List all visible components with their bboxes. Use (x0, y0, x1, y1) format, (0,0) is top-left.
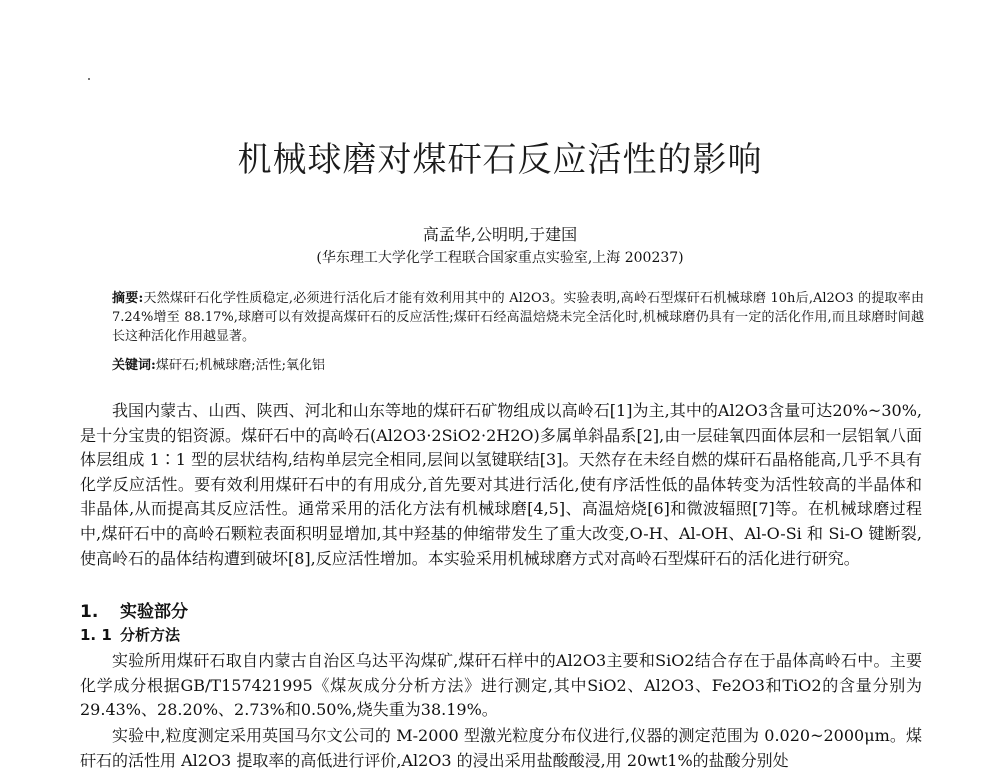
section-1-1-title: 分析方法 (120, 626, 181, 644)
section-1-1-number: 1. 1 (80, 626, 112, 644)
paper-affiliation: (华东理工大学化学工程联合国家重点实验室,上海 200237) (316, 250, 684, 266)
method-paragraph: 实验所用煤矸石取自内蒙古自治区乌达平沟煤矿,煤矸石样中的Al2O3主要和SiO2结合存在于晶体高岭石中。主要化学成分根据GB/T157421995《煤灰成分分析方法》进行测定,其中SiO2、Al2O3、Fe2O3和TiO2的含量分别为29.43%、28.20%、2.73%和0.50%,烧失重为38.19%。 (80, 651, 922, 720)
section-1-title: 实验部分 (120, 602, 188, 622)
section-1-1-heading (80, 624, 180, 645)
abstract-label: 摘要: (112, 291, 144, 306)
abstract (112, 289, 924, 346)
intro-paragraph: 我国内蒙古、山西、陕西、河北和山东等地的煤矸石矿物组成以高岭石[1]为主,其中的Al2O3含量可达20%~30%,是十分宝贵的铝资源。煤矸石中的高岭石(Al2O3·2SiO2·2H2O)多属单斜晶系[2],由一层硅氧四面体层和一层铝氧八面体层组成 1∶1 型的层状结构,结构单层完全相同,层间以氢键联结[3]。天然存在未经自燃的煤矸石晶格能高,几乎不具有化学反应活性。要有效利用煤矸石中的有用成分,首先要对其进行活化,使有序活性低的晶体转变为活性较高的半晶体和非晶体,从而提高其反应活性。通常采用的活化方法有机械球磨[4,5]、高温焙烧[6]和微波辐照[7]等。在机械球磨过程中,煤矸石中的高岭石颗粒表面积明显增加,其中羟基的伸缩带发生了重大改变,O-H、Al-OH、Al-O-Si 和 Si-O 键断裂,使高岭石的晶体结构遭到破坏[8],反应活性增加。本实验采用机械球磨方式对高岭石型煤矸石的活化进行研究。 (80, 401, 922, 568)
paper-title: 机械球磨对煤矸石反应活性的影响 (237, 140, 763, 180)
section-1-heading (80, 597, 188, 622)
abstract-text: 天然煤矸石化学性质稳定,必须进行活化后才能有效利用其中的 Al2O3。实验表明,高岭石型煤矸石机械球磨 10h后,Al2O3 的提取率由 7.24%增至 88.17%,球磨可以有效提高煤矸石的反应活性;煤矸石经高温焙烧未完全活化时,机械球磨仍具有一定的活化作用,而且球磨时间越长这种活化作用越显著。 (112, 291, 924, 344)
section-1-number: 1. (80, 602, 99, 622)
keywords (112, 356, 924, 375)
keywords-text: 煤矸石;机械球磨;活性;氧化铝 (155, 358, 325, 373)
paper-authors: 高孟华,公明明,于建国 (422, 225, 578, 244)
keywords-label: 关键词: (112, 358, 156, 373)
scan-speck (88, 78, 90, 80)
cut-off-paragraph: 实验中,粒度测定采用英国马尔文公司的 M-2000 型激光粒度分布仪进行,仪器的测定范围为 0.020~2000μm。煤矸石的活性用 Al2O3 提取率的高低进行评价,Al2O3 的浸出采用盐酸酸浸,用 20wt1%的盐酸分别处 (80, 726, 922, 770)
